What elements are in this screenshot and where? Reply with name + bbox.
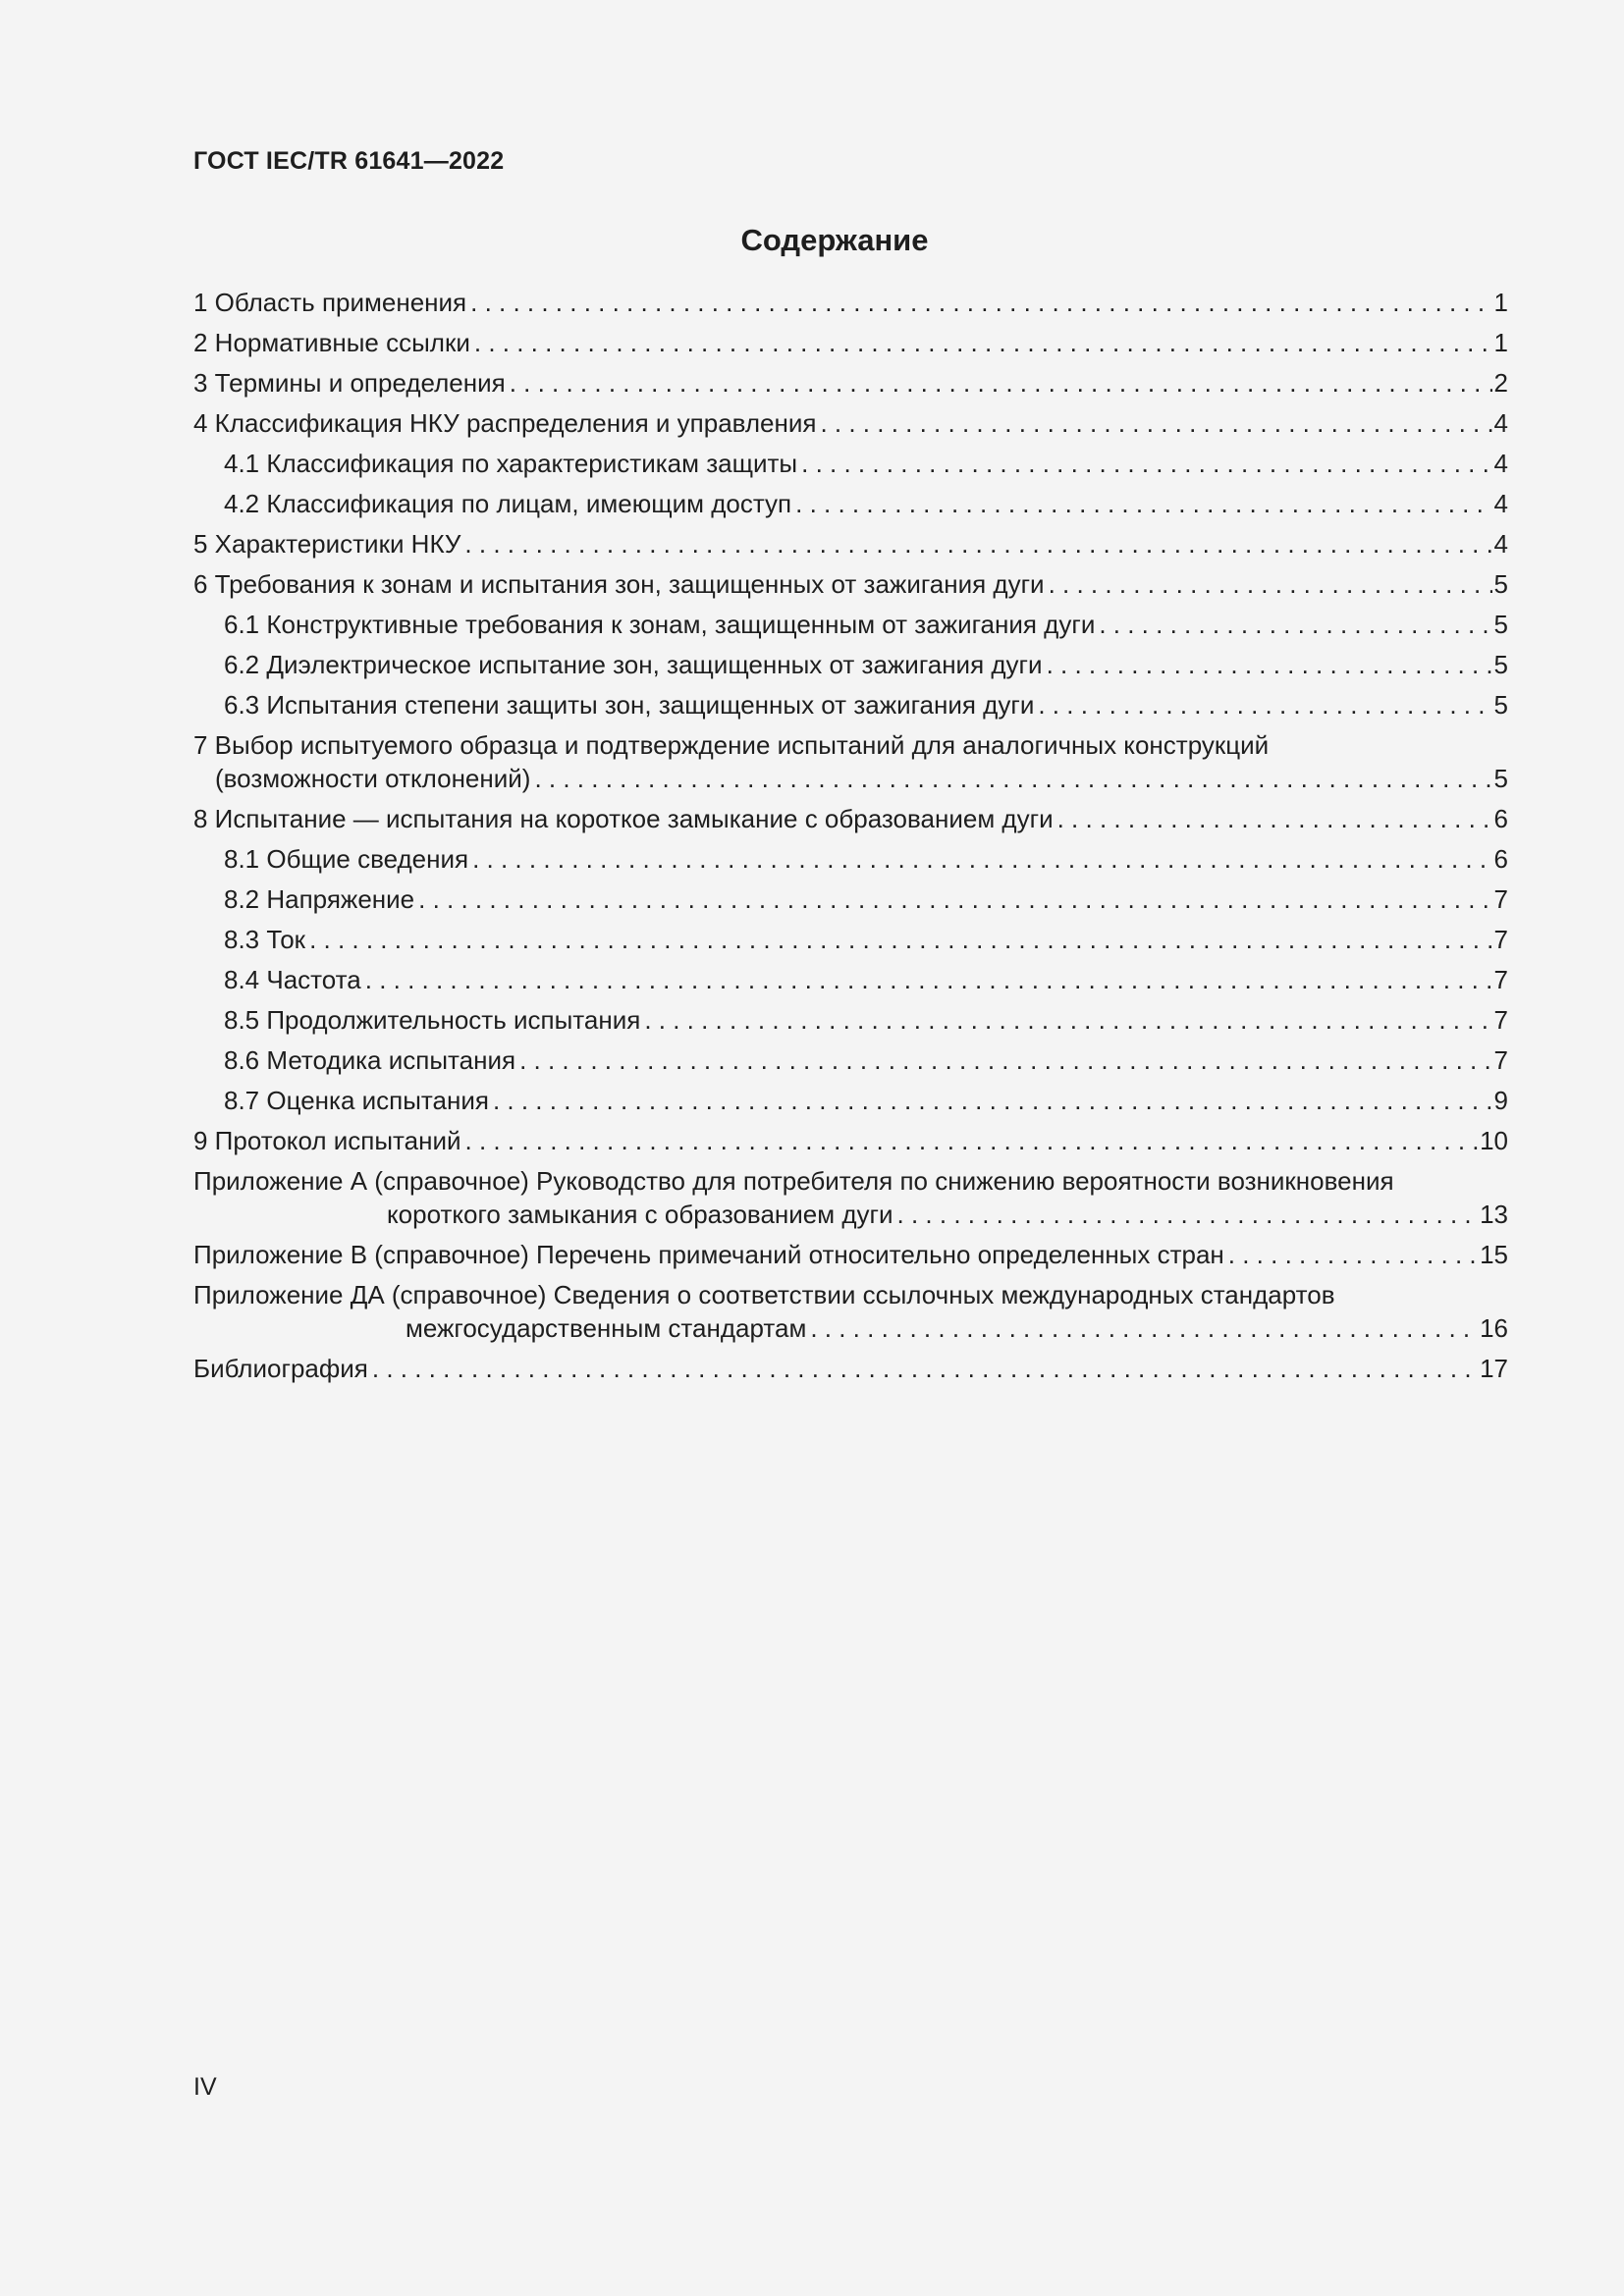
toc-entry-label: 6.1 Конструктивные требования к зонам, защищенным от зажигания дуги: [224, 610, 1096, 639]
toc-entry-page: 13: [1480, 1200, 1508, 1229]
toc-entry[interactable]: [193, 882, 1508, 923]
table-of-contents: [193, 286, 1508, 1392]
toc-entry-page: 15: [1480, 1240, 1508, 1269]
toc-entry-page: 10: [1480, 1126, 1508, 1155]
toc-entry[interactable]: [193, 1352, 1508, 1392]
dot-leader: [474, 326, 1492, 359]
toc-entry-label: Библиография: [193, 1354, 368, 1383]
toc-entry-label: 7 Выбор испытуемого образца и подтверждение испытаний для аналогичных конструкций: [193, 730, 1270, 760]
toc-entry[interactable]: [193, 802, 1508, 842]
toc-entry-page: 5: [1493, 764, 1508, 793]
dot-leader: [795, 487, 1491, 520]
toc-entry-page: 4: [1493, 449, 1508, 478]
toc-entry-page: 6: [1493, 804, 1508, 833]
dot-leader: [309, 923, 1491, 956]
toc-entry-label: 6 Требования к зонам и испытания зон, защищенных от зажигания дуги: [193, 569, 1045, 599]
toc-entry-label: 8.2 Напряжение: [224, 884, 415, 914]
toc-entry-page: 5: [1493, 569, 1508, 599]
toc-entry[interactable]: [193, 648, 1508, 688]
toc-entry[interactable]: [193, 1124, 1508, 1164]
dot-leader: [510, 366, 1492, 400]
dot-leader: [365, 963, 1492, 996]
toc-entry[interactable]: [193, 963, 1508, 1003]
toc-entry[interactable]: [193, 1238, 1508, 1278]
toc-entry[interactable]: [193, 842, 1508, 882]
toc-entry[interactable]: [193, 406, 1508, 447]
dot-leader: [801, 447, 1491, 480]
toc-entry[interactable]: [193, 728, 1508, 802]
dot-leader: [1099, 608, 1491, 641]
dot-leader: [1057, 802, 1492, 835]
toc-entry-page: 4: [1493, 408, 1508, 438]
toc-entry[interactable]: [193, 1278, 1508, 1352]
toc-entry-label: 4 Классификация НКУ распределения и управления: [193, 408, 817, 438]
toc-entry-label: 6.3 Испытания степени защиты зон, защищенных от зажигания дуги: [224, 690, 1035, 720]
toc-entry-label-continuation: межгосударственным стандартам: [406, 1313, 807, 1343]
toc-entry-page: 4: [1493, 529, 1508, 559]
toc-entry-label: 8.6 Методика испытания: [224, 1045, 516, 1075]
toc-entry[interactable]: [193, 326, 1508, 366]
dot-leader: [470, 286, 1491, 319]
toc-entry-label: 8.1 Общие сведения: [224, 844, 469, 874]
toc-entry-page: 17: [1480, 1354, 1508, 1383]
toc-entry[interactable]: [193, 1003, 1508, 1043]
dot-leader: [464, 527, 1491, 561]
dot-leader: [1038, 688, 1491, 721]
toc-entry-page: 1: [1493, 288, 1508, 317]
toc-entry[interactable]: [193, 1043, 1508, 1084]
dot-leader: [519, 1043, 1491, 1077]
dot-leader: [418, 882, 1491, 916]
toc-entry[interactable]: [193, 366, 1508, 406]
dot-leader: [1049, 567, 1492, 601]
toc-entry-page: 7: [1493, 925, 1508, 954]
toc-entry-page: 4: [1493, 489, 1508, 518]
toc-entry[interactable]: [193, 567, 1508, 608]
toc-entry-page: 1: [1493, 328, 1508, 357]
toc-entry-page: 16: [1480, 1313, 1508, 1343]
toc-entry-label: 4.1 Классификация по характеристикам защиты: [224, 449, 798, 478]
toc-entry[interactable]: [193, 923, 1508, 963]
toc-entry[interactable]: [193, 447, 1508, 487]
dot-leader: [810, 1311, 1478, 1345]
toc-entry[interactable]: [193, 286, 1508, 326]
dot-leader: [820, 406, 1491, 440]
toc-entry-label-continuation: короткого замыкания с образованием дуги: [387, 1200, 893, 1229]
dot-leader: [534, 762, 1491, 795]
toc-entry-label: 3 Термины и определения: [193, 368, 506, 398]
document-code: ГОСТ IEC/TR 61641—2022: [193, 147, 505, 175]
toc-entry[interactable]: [193, 1164, 1508, 1238]
toc-entry-label: 2 Нормативные ссылки: [193, 328, 470, 357]
toc-entry[interactable]: [193, 608, 1508, 648]
toc-entry-label-continuation: (возможности отклонений): [215, 764, 531, 793]
toc-entry-page: 7: [1493, 1005, 1508, 1035]
toc-entry-page: 7: [1493, 884, 1508, 914]
toc-entry-label: Приложение ДА (справочное) Сведения о соответствии ссылочных международных стандартов: [193, 1280, 1335, 1309]
dot-leader: [1047, 648, 1492, 681]
dot-leader: [644, 1003, 1491, 1037]
dot-leader: [493, 1084, 1492, 1117]
dot-leader: [465, 1124, 1479, 1157]
toc-entry-page: 5: [1493, 610, 1508, 639]
toc-entry-label: 8.7 Оценка испытания: [224, 1086, 489, 1115]
toc-entry-page: 5: [1493, 650, 1508, 679]
toc-entry-label: Приложение В (справочное) Перечень примечаний относительно определенных стран: [193, 1240, 1224, 1269]
toc-entry-label: Приложение А (справочное) Руководство для потребителя по снижению вероятности возникновения: [193, 1166, 1394, 1196]
toc-entry-label: 6.2 Диэлектрическое испытание зон, защищенных от зажигания дуги: [224, 650, 1043, 679]
toc-entry-label: 9 Протокол испытаний: [193, 1126, 461, 1155]
dot-leader: [897, 1198, 1479, 1231]
toc-entry-label: 8.4 Частота: [224, 965, 361, 994]
toc-title: Содержание: [740, 223, 929, 257]
toc-entry-label: 5 Характеристики НКУ: [193, 529, 461, 559]
toc-entry-label: 8.5 Продолжительность испытания: [224, 1005, 641, 1035]
toc-entry-page: 2: [1493, 368, 1508, 398]
toc-entry[interactable]: [193, 1084, 1508, 1124]
toc-entry-page: 5: [1493, 690, 1508, 720]
toc-entry-page: 9: [1493, 1086, 1508, 1115]
toc-entry-page: 7: [1493, 1045, 1508, 1075]
dot-leader: [1228, 1238, 1478, 1271]
toc-entry-label: 1 Область применения: [193, 288, 467, 317]
page-number: IV: [193, 2073, 217, 2101]
toc-entry[interactable]: [193, 527, 1508, 567]
toc-entry-page: 7: [1493, 965, 1508, 994]
toc-entry[interactable]: [193, 688, 1508, 728]
dot-leader: [372, 1352, 1478, 1385]
toc-entry[interactable]: [193, 487, 1508, 527]
dot-leader: [472, 842, 1491, 876]
toc-entry-page: 6: [1493, 844, 1508, 874]
toc-entry-label: 8.3 Ток: [224, 925, 306, 954]
toc-entry-label: 4.2 Классификация по лицам, имеющим доступ: [224, 489, 792, 518]
toc-entry-label: 8 Испытание — испытания на короткое замыкание с образованием дуги: [193, 804, 1054, 833]
